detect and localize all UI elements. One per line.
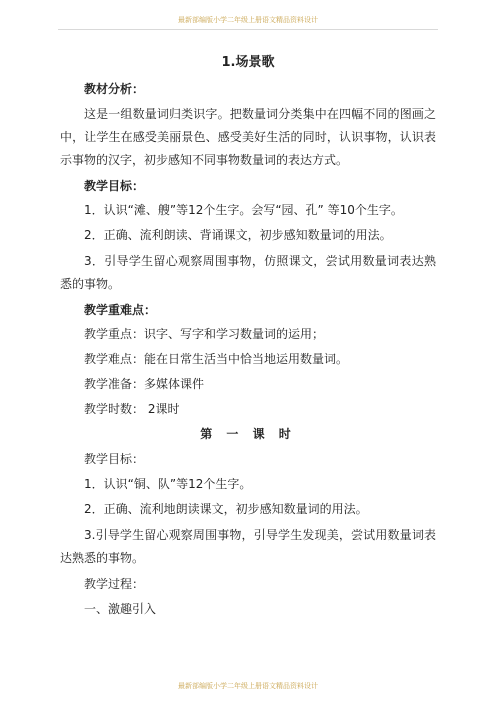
lesson1-title: 第 一 课 时: [200, 427, 296, 441]
key-points-heading: 教学重难点：: [84, 303, 157, 317]
process-heading: 教学过程：: [84, 577, 145, 591]
lesson1-goal-2: 2．正确、流利地朗读课文，初步感知数量词的用法。: [84, 502, 368, 516]
goal-item-3: 3．引导学生留心观察周围事物，仿照课文，尝试用数量词表达熟悉的事物。: [60, 254, 436, 291]
goals-heading: 教学目标：: [84, 179, 145, 193]
document-body: [60, 53, 436, 624]
header-divider: [58, 29, 438, 30]
hours-line: 教学时数： 2课时: [84, 402, 180, 416]
goal-item-1: 1．认识“滩、艘”等12个生字。会写“园、孔” 等10个生字。: [84, 203, 403, 217]
preparation-line: 教学准备：多媒体课件: [84, 377, 205, 391]
document-title: 1.场景歌: [221, 55, 275, 70]
step-1-line: 一、激趣引入: [84, 602, 157, 616]
lesson1-goal-3: 3.引导学生留心观察周围事物，引导学生发现美，尝试用数量词表达熟悉的事物。: [60, 528, 436, 565]
analysis-paragraph: 这是一组数量词归类识字。把数量词分类集中在四幅不同的图画之中，让学生在感受美丽景色、感受美好生活的同时，认识事物，认识表示事物的汉字，初步感知不同事物数量词的表达方式。: [60, 107, 436, 167]
difficulty-line: 教学难点：能在日常生活当中恰当地运用数量词。: [84, 352, 349, 366]
analysis-heading: 教材分析：: [84, 82, 145, 96]
goal-item-2: 2．正确、流利朗读、背诵课文，初步感知数量词的用法。: [84, 228, 392, 242]
lesson1-goal-1: 1．认识“铜、队”等12个生字。: [84, 477, 252, 491]
page-footer: 最新部编版小学二年级上册语文精品资料设计: [178, 682, 318, 690]
lesson1-goals-heading: 教学目标：: [84, 452, 145, 466]
page-header: 最新部编版小学二年级上册语文精品资料设计: [178, 16, 318, 24]
key-point-line: 教学重点：识字、写字和学习数量词的运用；: [84, 327, 325, 341]
